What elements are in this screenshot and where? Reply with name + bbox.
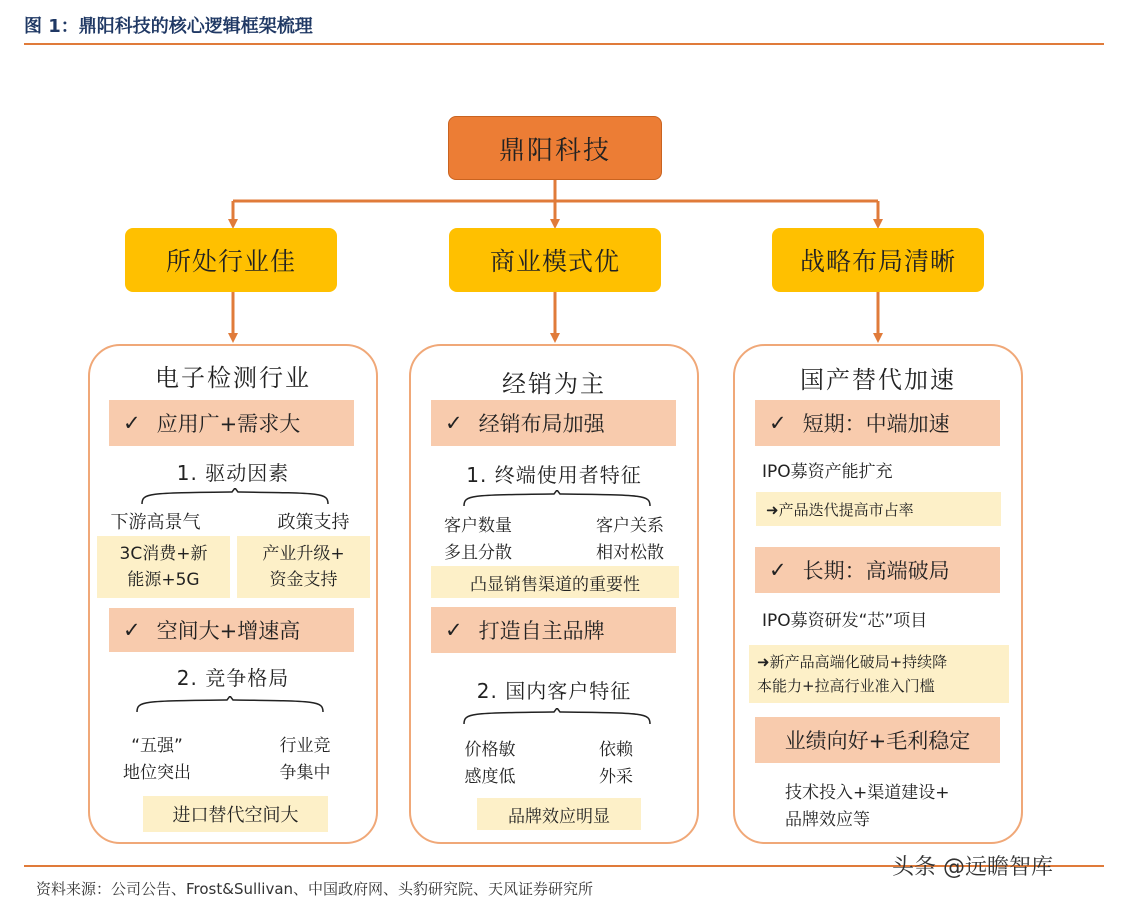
- business-left-text-2: 价格敏 感度低: [464, 740, 516, 787]
- business-right-text-1: 客户关系 相对松散: [596, 516, 664, 563]
- brace-icon: [140, 488, 330, 506]
- strategy-text-drivers: 技术投入+渠道建设+ 品牌效应等: [785, 783, 950, 830]
- panel-industry-title: 电子检测行业: [155, 363, 311, 392]
- business-bottom-note: 品牌效应明显: [477, 798, 641, 830]
- strategy-text-capacity: IPO募资产能扩充: [762, 462, 893, 482]
- check-icon: ✓: [445, 411, 463, 435]
- pillar-strategy: 战略布局清晰: [772, 228, 984, 292]
- industry-right-label: 政策支持: [277, 512, 350, 533]
- strategy-bar-short-term: [755, 400, 1000, 446]
- brace-icon: [462, 490, 652, 508]
- business-bar-distribution: [431, 400, 676, 446]
- panel-business-model-title: 经销为主: [502, 369, 606, 398]
- industry-sub-competition: 2. 竞争格局: [176, 665, 290, 690]
- business-sub-domestic: 2. 国内客户特征: [476, 678, 632, 703]
- check-icon: ✓: [123, 618, 141, 642]
- industry-bar-space-label: 空间大+增速高: [156, 619, 301, 643]
- strategy-text-rnd: IPO募资研发“芯”项目: [762, 611, 928, 631]
- figure-title: 图 1：鼎阳科技的核心逻辑框架梳理: [24, 16, 313, 37]
- root-node: 鼎阳科技: [448, 116, 662, 180]
- industry-bar-space: [109, 608, 354, 652]
- strategy-note-share: ➜产品迭代提高市占率: [756, 492, 1001, 526]
- pillar-business-model: 商业模式优: [449, 228, 661, 292]
- business-sub-end-users: 1. 终端使用者特征: [466, 462, 642, 487]
- check-icon: ✓: [769, 558, 787, 582]
- industry-right-note: 产业升级+ 资金支持: [237, 536, 370, 598]
- strategy-bar-long-term: [755, 547, 1000, 593]
- check-icon: ✓: [445, 618, 463, 642]
- strategy-note-high-end: ➜新产品高端化破局+持续降 本能力+拉高行业准入门槛: [749, 645, 1009, 703]
- business-bar-distribution-label: 经销布局加强: [478, 412, 605, 436]
- industry-sub-drivers: 1. 驱动因素: [176, 460, 290, 485]
- business-bar-brand: [431, 607, 676, 653]
- strategy-bar-short-term-label: 短期：中端加速: [802, 412, 950, 436]
- industry-bar-demand: [109, 400, 354, 446]
- business-right-text-2: 依赖 外采: [599, 740, 633, 787]
- industry-right-text: 行业竞 争集中: [279, 736, 331, 783]
- business-bar-brand-label: 打造自主品牌: [478, 619, 605, 643]
- brace-icon: [135, 696, 325, 714]
- strategy-bar-long-term-label: 长期：高端破局: [802, 559, 950, 583]
- check-icon: ✓: [769, 411, 787, 435]
- business-note-channel: 凸显销售渠道的重要性: [431, 566, 679, 598]
- business-left-text-1: 客户数量 多且分散: [444, 516, 512, 563]
- industry-left-label: 下游高景气: [110, 512, 201, 533]
- watermark: 头条 @远瞻智库: [892, 855, 1053, 880]
- strategy-bar-performance: 业绩向好+毛利稳定: [755, 717, 1000, 763]
- pillar-industry: 所处行业佳: [125, 228, 337, 292]
- industry-bar-demand-label: 应用广+需求大: [156, 412, 301, 436]
- industry-left-text: “五强” 地位突出: [123, 736, 191, 783]
- check-icon: ✓: [123, 411, 141, 435]
- panel-strategy-title: 国产替代加速: [800, 365, 956, 394]
- brace-icon: [462, 708, 652, 726]
- source-note: 资料来源：公司公告、Frost&Sullivan、中国政府网、头豹研究院、天风证券研究所: [36, 880, 594, 898]
- industry-bottom-note: 进口替代空间大: [143, 796, 328, 832]
- industry-left-note: 3C消费+新 能源+5G: [97, 536, 230, 598]
